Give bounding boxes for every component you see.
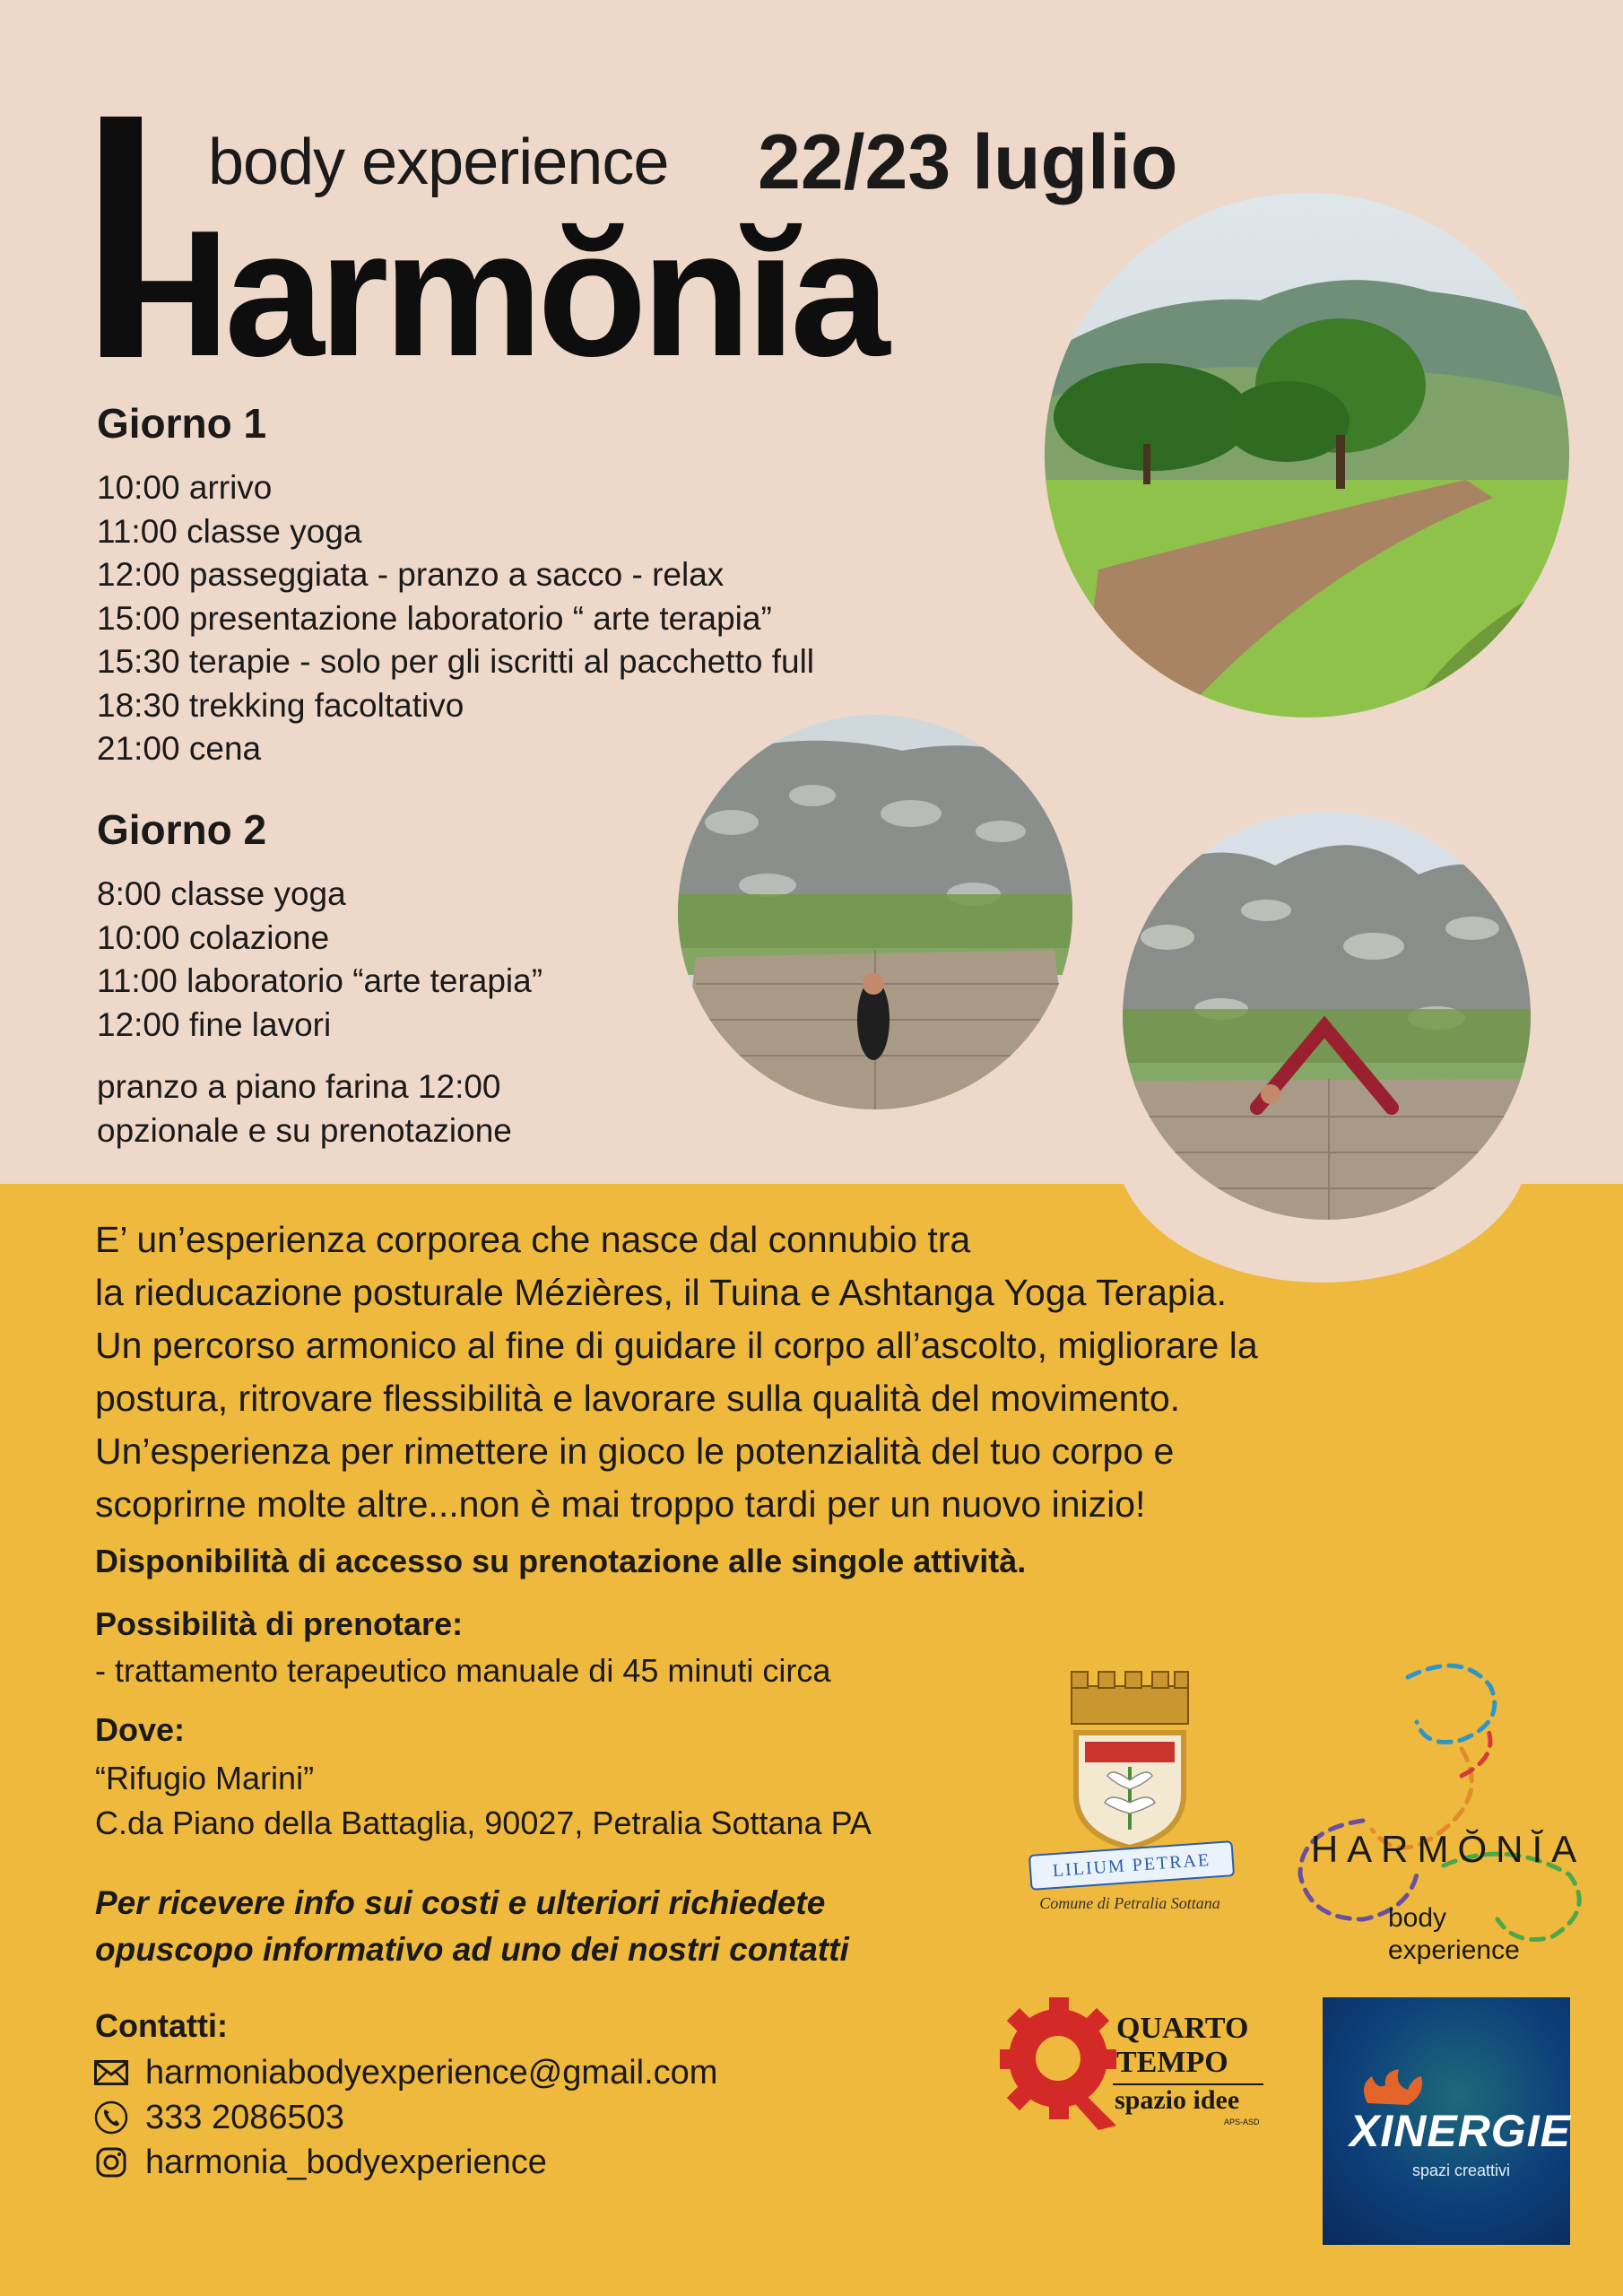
phone-icon [93,2100,129,2135]
info-note [95,1880,849,1973]
schedule-item: 8:00 classe yoga [97,875,346,912]
schedule-item: 21:00 cena [97,730,262,767]
xinergie-sub: spazi creattivi [1412,2161,1511,2179]
info-line: Per ricevere info sui costi e ulteriori richiedete [95,1884,826,1921]
where-address: C.da Piano della Battaglia, 90027, Petralia Sottana PA [95,1805,872,1841]
event-date: 22/23 luglio [758,119,1178,205]
yoga-downward-dog-photo [1123,812,1531,1220]
description-line: Un’esperienza per rimettere in gioco le potenzialità del tuo corpo e [95,1431,1175,1472]
schedule-item: 11:00 classe yoga [97,512,362,550]
info-line: opuscopo informativo ad uno dei nostri contatti [95,1931,849,1968]
contact-instagram[interactable] [93,2140,717,2185]
gear-q-icon [1000,1996,1125,2130]
coat-of-arms-icon [1022,1668,1237,1857]
quarto-line3: spazio idee [1115,2085,1240,2115]
schedule-item: 12:00 passeggiata - pranzo a sacco - relax [97,556,725,593]
phone-text: 333 2086503 [145,2098,344,2136]
xinergie-wordmark: XINERGIE [1350,2106,1571,2156]
xinergie-logo [1323,1997,1570,2245]
description [95,1213,1258,1531]
schedule-item: 10:00 arrivo [97,469,273,506]
comune-caption: Comune di Petralia Sottana [1039,1894,1220,1912]
harmonia-swirl-icon [1282,1650,1605,1946]
availability-note: Disponibilità di accesso su prenotazione alle singole attività. [95,1543,1027,1579]
where-name: “Rifugio Marini” [95,1760,315,1796]
email-text: harmoniabodyexperience@gmail.com [145,2053,718,2092]
contact-email[interactable] [93,2050,717,2095]
schedule-item: 12:00 fine lavori [97,1005,332,1043]
booking-item: - trattamento terapeutico manuale di 45 minuti circa [95,1652,831,1689]
yoga-forward-bend-photo [678,715,1072,1109]
note-line: pranzo a piano farina 12:00 [97,1068,501,1105]
schedule-item: 18:30 trekking facoltativo [97,686,464,724]
schedule-item: 10:00 colazione [97,918,330,956]
day2-heading: Giorno 2 [97,806,267,853]
day2-lunch-note [97,1065,512,1152]
quarto-line1: QUARTO [1116,2012,1249,2045]
comune-petralia-logo [1022,1668,1237,1937]
subtitle: body experience [208,126,669,198]
contact-phone[interactable] [93,2095,717,2140]
harmonia-wordmark: HARMŎNĬA [1310,1828,1586,1870]
quarto-tempo-logo [1000,1996,1269,2139]
day2-schedule [97,873,542,1047]
description-line: postura, ritrovare flessibilità e lavorare sulla qualità del movimento. [95,1378,1181,1419]
comune-ribbon: LILIUM PETRAE [1028,1840,1235,1891]
where-heading: Dove: [95,1711,186,1748]
schedule-item: 15:30 terapie - solo per gli iscritti al pacchetto full [97,643,815,680]
contacts-list [93,2050,717,2185]
day1-schedule [97,466,814,771]
booking-heading: Possibilità di prenotare: [95,1605,464,1642]
schedule-item: 11:00 laboratorio “arte terapia” [97,962,543,999]
harmonia-logo [1282,1650,1605,1982]
instagram-text: harmonia_bodyexperience [145,2143,547,2181]
quarto-line2: TEMPO [1116,2046,1228,2079]
harmonia-sub2: experience [1388,1935,1520,1965]
instagram-icon [93,2144,129,2180]
quarto-tag: APS-ASD [1224,2118,1260,2126]
contacts-heading: Contatti: [95,2007,228,2044]
landscape-photo [1045,193,1569,718]
description-line: scoprirne molte altre...non è mai troppo tardi per un nuovo inizio! [95,1483,1146,1525]
description-line: E’ un’esperienza corporea che nasce dal connubio tra [95,1219,971,1260]
harmonia-sub1: body [1388,1903,1447,1933]
description-line: Un percorso armonico al fine di guidare il corpo all’ascolto, migliorare la [95,1325,1258,1366]
schedule-item: 15:00 presentazione laboratorio “ arte terapia” [97,599,772,637]
mail-icon [93,2055,129,2091]
page-title: Harmŏnĭa [100,194,885,394]
description-line: la rieducazione posturale Mézières, il Tuina e Ashtanga Yoga Terapia. [95,1272,1227,1313]
day1-heading: Giorno 1 [97,400,267,447]
note-line: opzionale e su prenotazione [97,1111,512,1149]
